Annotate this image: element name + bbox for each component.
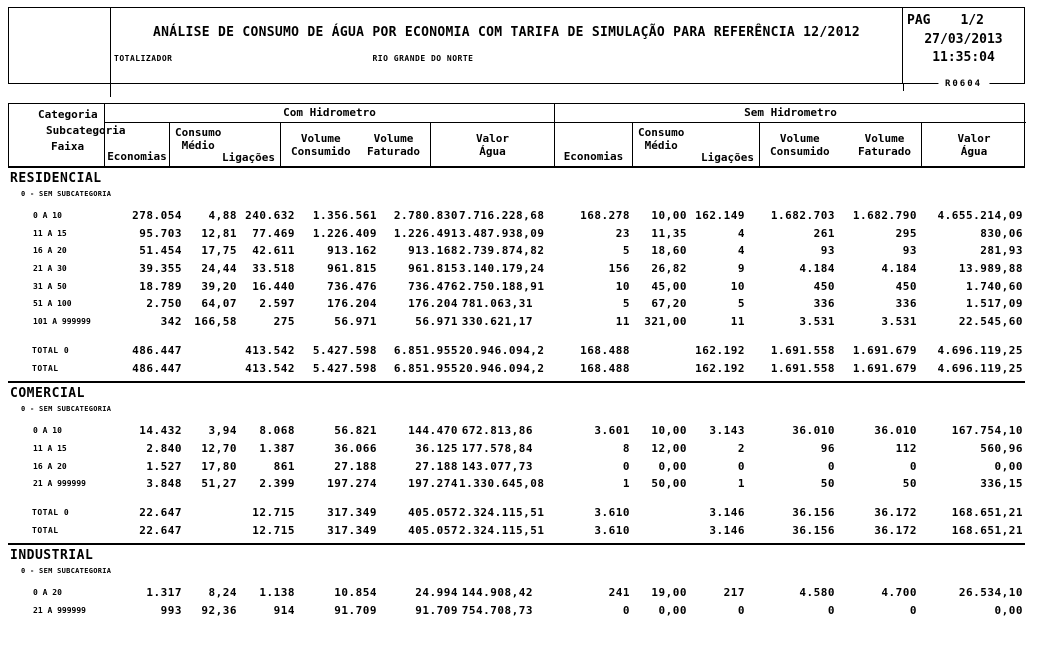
value-cell: 5 [622, 244, 630, 258]
value-cell: 317.349 [327, 505, 377, 519]
value-cell: 12.715 [252, 505, 295, 519]
faixa-label: 21 A 999999 [33, 606, 86, 615]
value-cell: 3.531 [881, 315, 917, 329]
value-cell: 13.989,88 [958, 262, 1023, 276]
value-cell: 18,60 [651, 244, 687, 258]
value-cell: 413.542 [245, 343, 295, 357]
value-cell: 913.162 [327, 244, 377, 258]
faixa-label: 16 A 20 [33, 461, 67, 471]
value-cell [631, 342, 688, 360]
value-cell [183, 504, 238, 522]
value-cell: 50,00 [651, 477, 687, 491]
value-cell: 5 [737, 297, 745, 311]
value-cell: 3.531 [799, 315, 835, 329]
divider [110, 83, 111, 97]
value-cell: 36.010 [792, 424, 835, 438]
value-cell: 2 [737, 441, 745, 455]
value-cell: 1.226.409 [312, 226, 377, 240]
value-cell: 3.146 [709, 523, 745, 537]
page-number: 1/2 [960, 13, 984, 28]
value-cell: 5 [622, 297, 630, 311]
value-cell: 197.274 [408, 477, 458, 491]
value-cell: 342 [160, 315, 182, 329]
data-row [8, 278, 1025, 296]
total-label: TOTAL 0 [32, 345, 70, 355]
value-cell: 168.488 [580, 343, 630, 357]
faixa-label: 31 A 50 [33, 281, 67, 291]
report-page [8, 7, 1025, 620]
value-cell: 12,81 [201, 226, 237, 240]
value-cell: 56.971 [334, 315, 377, 329]
data-row [8, 440, 1025, 458]
value-cell: 18.789 [139, 279, 182, 293]
value-cell: 0,00 [658, 459, 687, 473]
value-cell: 36.156 [792, 523, 835, 537]
value-cell: 12.715 [252, 523, 295, 537]
value-cell: 176.204 [327, 297, 377, 311]
value-cell: 93 [820, 244, 835, 258]
logo-area [9, 8, 111, 83]
value-cell [631, 360, 688, 378]
data-row [8, 422, 1025, 440]
col-header-valor-agua-com: Valor Água [430, 123, 554, 166]
group-header-com-hidrometro: Com Hidrometro [104, 104, 554, 123]
value-cell: 77.469 [252, 226, 295, 240]
value-cell: 144.470 [408, 424, 458, 438]
value-cell: 1.317 [146, 586, 182, 600]
group-header-sem-hidrometro: Sem Hidrometro [554, 104, 1026, 123]
value-cell [631, 504, 688, 522]
total-label: TOTAL 0 [32, 507, 70, 517]
value-cell: 486.447 [132, 361, 182, 375]
value-cell: 1.691.679 [852, 343, 917, 357]
total-label: TOTAL [32, 363, 59, 373]
value-cell: 1.682.790 [852, 209, 917, 222]
value-cell: 39,20 [201, 279, 237, 293]
value-cell: 16.440 [252, 279, 295, 293]
value-cell: 672.813,86 [461, 424, 533, 438]
value-cell: 405.057 [408, 523, 458, 537]
value-cell: 3,94 [208, 424, 237, 438]
value-cell: 1.356.561 [312, 209, 377, 222]
faixa-label: 0 A 10 [33, 426, 62, 436]
value-cell: 0 [909, 604, 917, 617]
value-cell: 2.739.874,82 [459, 244, 545, 258]
value-cell: 23 [615, 226, 630, 240]
value-cell: 486.447 [132, 343, 182, 357]
value-cell: 2.750.188,91 [459, 279, 545, 293]
value-cell: 413.542 [245, 361, 295, 375]
data-row [8, 584, 1025, 602]
value-cell: 5.427.598 [312, 343, 377, 357]
value-cell: 96 [820, 441, 835, 455]
value-cell: 26,82 [651, 262, 687, 276]
row-header-subcategoria: Subcategoria [46, 124, 126, 137]
value-cell: 50 [902, 477, 917, 491]
value-cell: 168.651,21 [951, 505, 1023, 519]
value-cell: 162.192 [695, 361, 745, 375]
value-cell: 22.647 [139, 523, 182, 537]
data-row [8, 313, 1025, 331]
total-label: TOTAL [32, 525, 59, 535]
value-cell: 14.432 [139, 424, 182, 438]
value-cell: 11 [615, 315, 630, 329]
data-row [8, 475, 1025, 493]
value-cell: 3.610 [594, 505, 630, 519]
value-cell: 961.815 [408, 262, 458, 276]
category-section [8, 383, 1025, 545]
data-row [8, 242, 1025, 260]
value-cell: 19,00 [651, 586, 687, 600]
value-cell: 2.840 [146, 441, 182, 455]
value-cell: 736.476 [327, 279, 377, 293]
value-cell: 560,96 [980, 441, 1023, 455]
value-cell: 197.274 [327, 477, 377, 491]
subcategory-label: 0 - SEM SUBCATEGORIA [21, 567, 112, 576]
report-scope-label: TOTALIZADOR [114, 54, 173, 63]
value-cell: 321,00 [644, 315, 687, 329]
value-cell: 3.487.938,09 [459, 226, 545, 240]
totals-rows [8, 504, 1025, 543]
value-cell: 3.848 [146, 477, 182, 491]
value-cell: 9 [737, 262, 745, 276]
value-cell: 1.330.645,08 [459, 477, 545, 491]
value-cell: 2.324.115,51 [459, 505, 545, 519]
value-cell: 275 [273, 315, 295, 329]
value-cell: 1.138 [259, 586, 295, 600]
page-info-box [902, 8, 1024, 89]
totals-rows [8, 342, 1025, 381]
category-label: COMERCIAL [10, 386, 85, 402]
value-cell: 177.578,84 [461, 441, 533, 455]
value-cell: 1.517,09 [966, 297, 1023, 311]
row-header-categoria: Categoria [38, 108, 98, 121]
faixa-label: 101 A 999999 [33, 317, 91, 327]
value-cell: 20.946.094,2 [459, 343, 545, 357]
value-cell: 1.691.679 [852, 361, 917, 375]
value-cell: 1 [622, 477, 630, 491]
value-cell: 27.188 [415, 459, 458, 473]
value-cell: 278.054 [132, 209, 182, 222]
value-cell: 0 [622, 459, 630, 473]
value-cell: 10,00 [651, 209, 687, 222]
category-section [8, 168, 1025, 383]
total-row [8, 522, 1025, 540]
value-cell: 45,00 [651, 279, 687, 293]
faixa-label: 21 A 30 [33, 264, 67, 274]
value-cell: 20.946.094,2 [459, 361, 545, 375]
report-date: 27/03/2013 [924, 32, 1003, 47]
value-cell: 1 [737, 477, 745, 491]
category-label: INDUSTRIAL [10, 548, 94, 564]
value-cell: 8 [622, 441, 630, 455]
value-cell: 830,06 [980, 226, 1023, 240]
faixa-label: 11 A 15 [33, 443, 67, 453]
value-cell: 336 [813, 297, 835, 311]
value-cell: 0 [909, 459, 917, 473]
value-cell: 0,00 [994, 604, 1023, 617]
value-cell: 4 [737, 244, 745, 258]
value-cell: 1.527 [146, 459, 182, 473]
value-cell: 241 [608, 586, 630, 600]
value-cell: 17,80 [201, 459, 237, 473]
value-cell: 261 [813, 226, 835, 240]
value-cell: 336,15 [980, 477, 1023, 491]
report-body [8, 168, 1025, 620]
col-header-consumo-ligacoes-sem: Consumo Médio Ligações [632, 123, 759, 166]
value-cell: 56.821 [334, 424, 377, 438]
value-cell: 961.815 [327, 262, 377, 276]
value-cell: 3.143 [709, 424, 745, 438]
value-cell: 95.703 [139, 226, 182, 240]
value-cell: 162.149 [695, 209, 745, 222]
value-cell: 4.184 [881, 262, 917, 276]
value-cell: 12,00 [651, 441, 687, 455]
faixa-label: 51 A 100 [33, 299, 72, 309]
value-cell: 4,88 [208, 209, 237, 222]
value-cell: 8,24 [208, 586, 237, 600]
value-cell: 64,07 [201, 297, 237, 311]
value-cell: 56.971 [415, 315, 458, 329]
data-row [8, 458, 1025, 476]
value-cell: 4.655.214,09 [937, 209, 1023, 222]
page-title: ANÁLISE DE CONSUMO DE ÁGUA POR ECONOMIA COM TARIFA DE SIMULAÇÃO PARA REFERÊNCIA 12/2012 [152, 25, 861, 40]
report-title-area [111, 8, 902, 83]
table-header [8, 103, 1025, 168]
faixa-rows [8, 207, 1025, 331]
value-cell: 0 [827, 459, 835, 473]
value-cell: 93 [902, 244, 917, 258]
category-section [8, 545, 1025, 619]
faixa-rows [8, 422, 1025, 493]
value-cell: 781.063,31 [461, 297, 533, 311]
value-cell: 24.994 [415, 586, 458, 600]
report-code: R0604 [938, 79, 989, 89]
value-cell: 405.057 [408, 505, 458, 519]
value-cell [183, 522, 238, 540]
value-cell: 91.709 [415, 604, 458, 617]
value-cell: 50 [820, 477, 835, 491]
value-cell: 1.682.703 [770, 209, 835, 222]
value-cell: 4.696.119,25 [937, 361, 1023, 375]
value-cell: 51.454 [139, 244, 182, 258]
value-cell: 317.349 [327, 523, 377, 537]
value-cell: 27.188 [334, 459, 377, 473]
value-cell: 168.278 [580, 209, 630, 222]
value-cell: 3.601 [594, 424, 630, 438]
data-row [8, 225, 1025, 243]
value-cell: 143.077,73 [461, 459, 533, 473]
value-cell: 450 [895, 279, 917, 293]
value-cell: 0 [827, 604, 835, 617]
value-cell: 330.621,17 [461, 315, 533, 329]
report-header [8, 7, 1025, 89]
value-cell: 281,93 [980, 244, 1023, 258]
value-cell: 4.700 [881, 586, 917, 600]
value-cell: 217 [723, 586, 745, 600]
value-cell: 10 [730, 279, 745, 293]
value-cell: 36.172 [874, 523, 917, 537]
value-cell: 168.651,21 [951, 523, 1023, 537]
value-cell: 42.611 [252, 244, 295, 258]
value-cell: 144.908,42 [461, 586, 533, 600]
value-cell: 10 [615, 279, 630, 293]
value-cell: 3.140.179,24 [459, 262, 545, 276]
category-label: RESIDENCIAL [10, 171, 102, 186]
value-cell: 993 [160, 604, 182, 617]
value-cell: 36.172 [874, 505, 917, 519]
value-cell: 39.355 [139, 262, 182, 276]
value-cell: 914 [273, 604, 295, 617]
value-cell: 12,70 [201, 441, 237, 455]
value-cell: 6.851.955 [393, 361, 458, 375]
value-cell: 3.146 [709, 505, 745, 519]
value-cell: 913.168 [408, 244, 458, 258]
value-cell: 736.476 [408, 279, 458, 293]
value-cell: 22.647 [139, 505, 182, 519]
col-header-economias-com: Economias [104, 123, 169, 166]
value-cell: 10,00 [651, 424, 687, 438]
faixa-label: 16 A 20 [33, 246, 67, 256]
value-cell: 8.068 [259, 424, 295, 438]
total-row [8, 504, 1025, 522]
data-row [8, 207, 1025, 225]
subcategory-label: 0 - SEM SUBCATEGORIA [21, 190, 112, 198]
value-cell: 1.387 [259, 441, 295, 455]
value-cell: 2.399 [259, 477, 295, 491]
value-cell: 36.066 [334, 441, 377, 455]
value-cell: 51,27 [201, 477, 237, 491]
value-cell: 17,75 [201, 244, 237, 258]
faixa-label: 0 A 20 [33, 588, 62, 598]
value-cell: 3.610 [594, 523, 630, 537]
value-cell: 11 [730, 315, 745, 329]
col-header-volumes-com: Volume Consumido Volume Faturado [280, 123, 430, 166]
value-cell: 24,44 [201, 262, 237, 276]
value-cell: 295 [895, 226, 917, 240]
value-cell: 166,58 [194, 315, 237, 329]
value-cell: 33.518 [252, 262, 295, 276]
col-header-volumes-sem: Volume Consumido Volume Faturado [759, 123, 921, 166]
value-cell: 336 [895, 297, 917, 311]
value-cell: 67,20 [651, 297, 687, 311]
value-cell: 167.754,10 [951, 424, 1023, 438]
page-label: PAG [907, 13, 931, 28]
value-cell: 4.580 [799, 586, 835, 600]
value-cell: 176.204 [408, 297, 458, 311]
report-subtitle-row [111, 54, 902, 63]
value-cell: 2.750 [146, 297, 182, 311]
row-header-faixa: Faixa [51, 140, 85, 153]
report-time: 11:35:04 [932, 50, 995, 65]
value-cell: 4 [737, 226, 745, 240]
value-cell [183, 360, 238, 378]
row-header-cell [9, 104, 126, 166]
value-cell: 1.691.558 [770, 361, 835, 375]
value-cell: 1.226.491 [393, 226, 458, 240]
value-cell: 450 [813, 279, 835, 293]
value-cell: 162.192 [695, 343, 745, 357]
page-number-row [903, 8, 1024, 28]
col-header-consumo-ligacoes-com: Consumo Médio Ligações [169, 123, 280, 166]
subcategory-label: 0 - SEM SUBCATEGORIA [21, 405, 112, 414]
value-cell [631, 522, 688, 540]
value-cell: 7.716.228,68 [459, 209, 545, 222]
value-cell: 0 [737, 604, 745, 617]
value-cell: 4.696.119,25 [937, 343, 1023, 357]
value-cell: 2.780.830 [393, 209, 458, 222]
value-cell: 1.740,60 [966, 279, 1023, 293]
value-cell: 36.125 [415, 441, 458, 455]
divider [903, 83, 904, 91]
total-row [8, 342, 1025, 360]
value-cell: 156 [608, 262, 630, 276]
total-row [8, 360, 1025, 378]
value-cell: 2.597 [259, 297, 295, 311]
value-cell: 168.488 [580, 361, 630, 375]
data-row [8, 295, 1025, 313]
value-cell: 0,00 [994, 459, 1023, 473]
value-cell: 91.709 [334, 604, 377, 617]
data-row [8, 260, 1025, 278]
faixa-label: 11 A 15 [33, 228, 67, 238]
value-cell: 2.324.115,51 [459, 523, 545, 537]
report-region-label: RIO GRANDE DO NORTE [372, 54, 474, 63]
value-cell [183, 342, 238, 360]
value-cell: 4.184 [799, 262, 835, 276]
value-cell: 861 [273, 459, 295, 473]
value-cell: 1.691.558 [770, 343, 835, 357]
col-header-economias-sem: Economias [554, 123, 632, 166]
col-header-valor-agua-sem: Valor Água [921, 123, 1026, 166]
faixa-rows [8, 584, 1025, 619]
data-row [8, 602, 1025, 620]
faixa-label: 21 A 999999 [33, 479, 86, 489]
value-cell: 10.854 [334, 586, 377, 600]
value-cell: 0 [622, 604, 630, 617]
value-cell: 6.851.955 [393, 343, 458, 357]
value-cell: 0,00 [658, 604, 687, 617]
value-cell: 22.545,60 [958, 315, 1023, 329]
faixa-label: 0 A 10 [33, 211, 62, 220]
value-cell: 36.010 [874, 424, 917, 438]
value-cell: 112 [895, 441, 917, 455]
value-cell: 26.534,10 [958, 586, 1023, 600]
value-cell: 754.708,73 [461, 604, 533, 617]
value-cell: 11,35 [651, 226, 687, 240]
value-cell: 36.156 [792, 505, 835, 519]
value-cell: 5.427.598 [312, 361, 377, 375]
value-cell: 240.632 [245, 209, 295, 222]
value-cell: 92,36 [201, 604, 237, 617]
value-cell: 0 [737, 459, 745, 473]
